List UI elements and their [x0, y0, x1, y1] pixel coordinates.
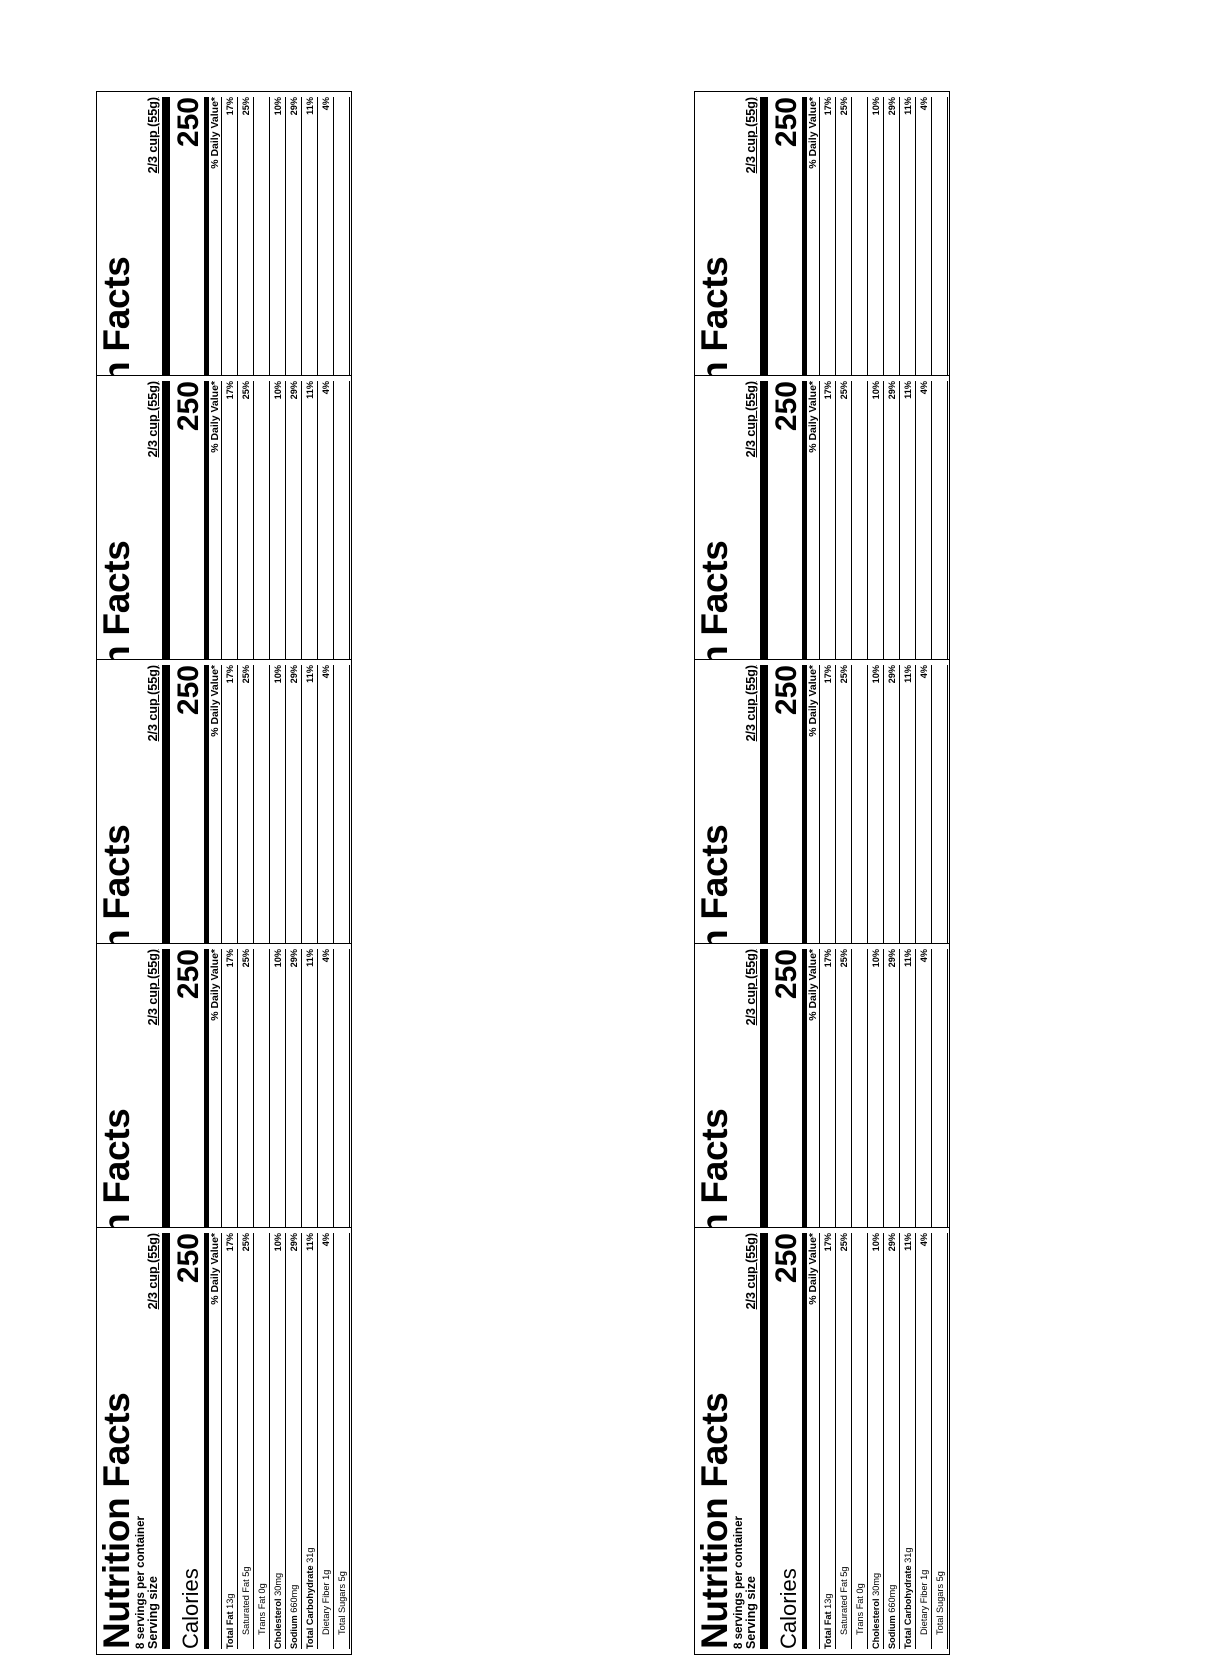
serving-size-value: 2/3 cup (55g) — [146, 665, 160, 742]
sodium-dv: 29% — [886, 665, 897, 684]
fiber-row — [318, 1233, 334, 1649]
sodium-label: Sodium — [288, 1615, 299, 1649]
cholesterol-dv: 10% — [870, 949, 881, 968]
calories-value: 250 — [172, 665, 205, 716]
cholesterol-dv: 10% — [272, 949, 283, 968]
sodium-amount: 660mg — [288, 1584, 299, 1613]
fiber-label: Dietary Fiber 1g — [320, 1569, 331, 1635]
label-slot-c1-r5 — [96, 1227, 352, 1655]
calories-value: 250 — [770, 665, 803, 716]
added-sugars-row — [350, 1233, 352, 1649]
carbohydrate-dv: 11% — [902, 1233, 913, 1251]
daily-value-header: % Daily Value* — [209, 381, 222, 797]
cholesterol-amount: 30mg — [870, 1572, 881, 1596]
carbohydrate-dv: 11% — [902, 97, 913, 115]
saturated-fat-dv: 25% — [240, 665, 251, 684]
fiber-dv: 4% — [320, 949, 331, 963]
saturated-fat-row — [238, 1233, 254, 1649]
serving-size-row — [147, 1233, 160, 1649]
total-fat-dv: 17% — [822, 97, 833, 116]
carbohydrate-dv: 11% — [902, 381, 913, 399]
serving-size-value: 2/3 cup (55g) — [146, 97, 160, 174]
sodium-dv: 29% — [886, 949, 897, 968]
saturated-fat-dv: 25% — [838, 949, 849, 968]
nutrition-facts-title: Nutrition Facts — [96, 1392, 137, 1649]
carbohydrate-row — [900, 1233, 916, 1649]
daily-value-header: % Daily Value* — [209, 1233, 222, 1649]
carbohydrate-amount: 31g — [902, 1547, 913, 1563]
total-fat-dv: 17% — [822, 1233, 833, 1252]
daily-value-header: % Daily Value* — [209, 949, 222, 1365]
sodium-row — [286, 1233, 302, 1649]
calories-label: Calories — [178, 1568, 203, 1649]
sodium-dv: 29% — [886, 381, 897, 400]
fiber-dv: 4% — [320, 1233, 331, 1247]
sugars-row — [932, 1233, 948, 1649]
total-fat-row — [222, 1233, 238, 1649]
daily-value-header: % Daily Value* — [209, 665, 222, 1081]
trans-fat-label: Trans Fat 0g — [256, 1583, 267, 1635]
serving-size-value: 2/3 cup (55g) — [744, 1233, 758, 1310]
sodium-dv: 29% — [288, 97, 299, 116]
serving-size-value: 2/3 cup (55g) — [146, 949, 160, 1026]
sodium-dv: 29% — [288, 949, 299, 968]
cholesterol-row — [270, 1233, 286, 1649]
cholesterol-row — [868, 1233, 884, 1649]
nutrition-facts-title: Nutrition Facts — [694, 1392, 735, 1649]
fiber-dv: 4% — [918, 97, 929, 111]
calories-row — [170, 1233, 209, 1649]
cholesterol-dv: 10% — [870, 381, 881, 400]
total-fat-amount: 13g — [224, 1593, 235, 1609]
total-fat-dv: 17% — [224, 381, 235, 400]
total-fat-amount: 13g — [822, 1593, 833, 1609]
saturated-fat-dv: 25% — [838, 1233, 849, 1252]
calories-value: 250 — [770, 1233, 803, 1284]
serving-size-label: Serving size — [146, 1576, 160, 1649]
saturated-fat-dv: 25% — [240, 97, 251, 116]
trans-fat-label: Trans Fat 0g — [854, 1583, 865, 1635]
daily-value-header: % Daily Value* — [807, 949, 820, 1365]
sugars-label: Total Sugars 5g — [336, 1571, 347, 1635]
nutrition-facts-panel — [96, 1227, 352, 1655]
serving-size-value: 2/3 cup (55g) — [744, 665, 758, 742]
calories-value: 250 — [770, 97, 803, 148]
fiber-dv: 4% — [320, 381, 331, 395]
carbohydrate-label: Total Carbohydrate — [304, 1565, 315, 1649]
serving-size-value: 2/3 cup (55g) — [744, 97, 758, 174]
saturated-fat-dv: 25% — [240, 381, 251, 400]
sodium-dv: 29% — [288, 665, 299, 684]
daily-value-header: % Daily Value* — [807, 665, 820, 1081]
cholesterol-dv: 10% — [870, 665, 881, 684]
label-slot-c2-r5 — [694, 1227, 950, 1655]
cholesterol-dv: 10% — [870, 1233, 881, 1252]
trans-fat-row — [852, 1233, 868, 1649]
total-fat-dv: 17% — [822, 949, 833, 968]
total-fat-dv: 17% — [224, 1233, 235, 1252]
sodium-amount: 660mg — [886, 1584, 897, 1613]
saturated-fat-dv: 25% — [240, 1233, 251, 1252]
carbohydrate-dv: 11% — [304, 97, 315, 115]
cholesterol-dv: 10% — [870, 97, 881, 116]
saturated-fat-dv: 25% — [838, 665, 849, 684]
daily-value-header: % Daily Value* — [807, 97, 820, 513]
cholesterol-dv: 10% — [272, 381, 283, 400]
fiber-dv: 4% — [918, 665, 929, 679]
sodium-dv: 29% — [288, 1233, 299, 1252]
carbohydrate-row — [302, 1233, 318, 1649]
daily-value-header: % Daily Value* — [209, 97, 222, 513]
saturated-fat-row — [836, 1233, 852, 1649]
total-fat-dv: 17% — [224, 97, 235, 116]
serving-size-value: 2/3 cup (55g) — [146, 381, 160, 458]
calories-label: Calories — [776, 1568, 801, 1649]
serving-size-value: 2/3 cup (55g) — [744, 381, 758, 458]
serving-size-row — [745, 1233, 758, 1649]
total-fat-dv: 17% — [224, 949, 235, 968]
calories-value: 250 — [172, 97, 205, 148]
fiber-dv: 4% — [320, 97, 331, 111]
carbohydrate-dv: 11% — [304, 1233, 315, 1251]
thick-divider — [760, 1233, 768, 1649]
cholesterol-amount: 30mg — [272, 1572, 283, 1596]
total-fat-label: Total Fat — [822, 1611, 833, 1649]
fiber-label: Dietary Fiber 1g — [918, 1569, 929, 1635]
serving-size-value: 2/3 cup (55g) — [744, 949, 758, 1026]
calories-value: 250 — [172, 381, 205, 432]
total-fat-row — [820, 1233, 836, 1649]
total-fat-dv: 17% — [822, 665, 833, 684]
fiber-row — [916, 1233, 932, 1649]
serving-size-label: Serving size — [744, 1576, 758, 1649]
carbohydrate-amount: 31g — [304, 1547, 315, 1563]
carbohydrate-dv: 11% — [304, 665, 315, 683]
cholesterol-label: Cholesterol — [272, 1598, 283, 1649]
sodium-dv: 29% — [886, 97, 897, 116]
saturated-fat-label: Saturated Fat 5g — [838, 1566, 849, 1635]
nutrition-facts-panel — [694, 1227, 950, 1655]
sodium-row — [884, 1233, 900, 1649]
serving-size-value: 2/3 cup (55g) — [146, 1233, 160, 1310]
carbohydrate-dv: 11% — [902, 665, 913, 683]
saturated-fat-dv: 25% — [240, 949, 251, 968]
carbohydrate-label: Total Carbohydrate — [902, 1565, 913, 1649]
added-sugars-row — [948, 1233, 950, 1649]
saturated-fat-dv: 25% — [838, 97, 849, 116]
fiber-dv: 4% — [918, 381, 929, 395]
cholesterol-dv: 10% — [272, 97, 283, 116]
fiber-dv: 4% — [918, 949, 929, 963]
fiber-dv: 4% — [320, 665, 331, 679]
calories-row — [768, 1233, 807, 1649]
calories-value: 250 — [770, 949, 803, 1000]
cholesterol-dv: 10% — [272, 665, 283, 684]
servings-per-container: 8 servings per container — [733, 1516, 745, 1649]
sodium-label: Sodium — [886, 1615, 897, 1649]
trans-fat-row — [254, 1233, 270, 1649]
sodium-dv: 29% — [886, 1233, 897, 1252]
sugars-row — [334, 1233, 350, 1649]
cholesterol-label: Cholesterol — [870, 1598, 881, 1649]
thick-divider — [162, 1233, 170, 1649]
carbohydrate-dv: 11% — [902, 949, 913, 967]
calories-value: 250 — [172, 1233, 205, 1284]
saturated-fat-label: Saturated Fat 5g — [240, 1566, 251, 1635]
carbohydrate-dv: 11% — [304, 381, 315, 399]
sugars-label: Total Sugars 5g — [934, 1571, 945, 1635]
total-fat-dv: 17% — [822, 381, 833, 400]
calories-value: 250 — [770, 381, 803, 432]
daily-value-header: % Daily Value* — [807, 1233, 820, 1649]
calories-value: 250 — [172, 949, 205, 1000]
fiber-dv: 4% — [918, 1233, 929, 1247]
total-fat-dv: 17% — [224, 665, 235, 684]
daily-value-header: % Daily Value* — [807, 381, 820, 797]
carbohydrate-dv: 11% — [304, 949, 315, 967]
cholesterol-dv: 10% — [272, 1233, 283, 1252]
saturated-fat-dv: 25% — [838, 381, 849, 400]
total-fat-label: Total Fat — [224, 1611, 235, 1649]
servings-per-container: 8 servings per container — [135, 1516, 147, 1649]
sodium-dv: 29% — [288, 381, 299, 400]
